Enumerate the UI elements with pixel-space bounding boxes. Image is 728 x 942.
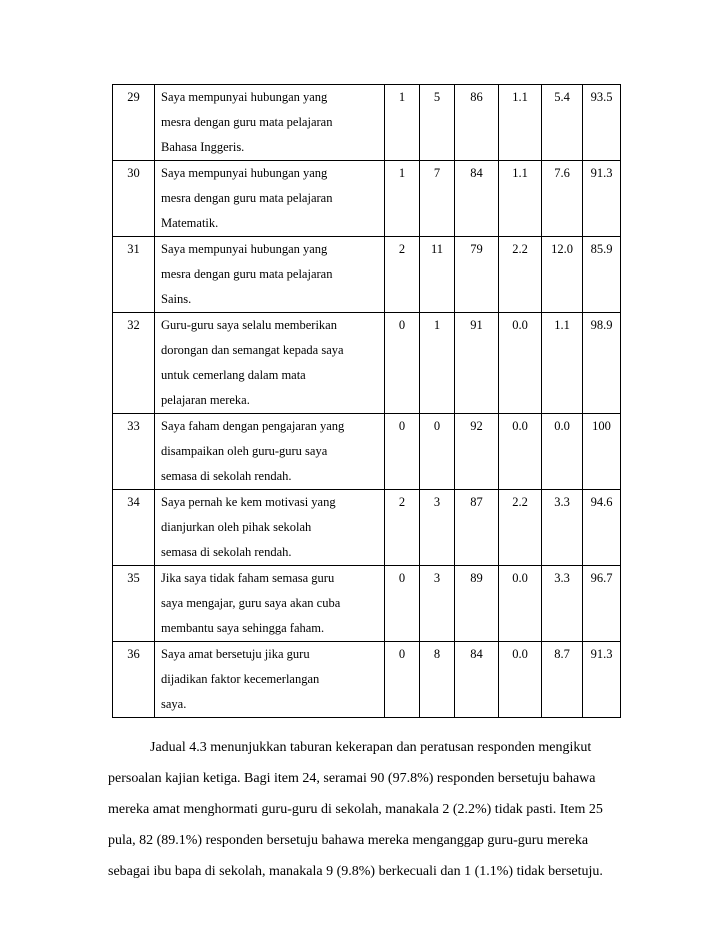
count-neutral: 5 xyxy=(420,85,455,161)
table-row xyxy=(113,566,621,642)
item-statement xyxy=(155,85,385,161)
statement-line: Sains. xyxy=(161,292,192,306)
count-disagree: 0 xyxy=(385,313,420,414)
statement-line: mesra dengan guru mata pelajaran xyxy=(161,267,333,281)
item-statement xyxy=(155,313,385,414)
table-row xyxy=(113,161,621,237)
item-number: 36 xyxy=(113,642,155,718)
statement-line: mesra dengan guru mata pelajaran xyxy=(161,191,333,205)
statement-line: membantu saya sehingga faham. xyxy=(161,621,325,635)
percent-disagree: 0.0 xyxy=(499,566,542,642)
percent-disagree: 2.2 xyxy=(499,237,542,313)
item-statement xyxy=(155,237,385,313)
count-neutral: 1 xyxy=(420,313,455,414)
count-agree: 92 xyxy=(455,414,499,490)
statement-line: Saya amat bersetuju jika guru xyxy=(161,647,310,661)
count-agree: 87 xyxy=(455,490,499,566)
percent-agree: 93.5 xyxy=(583,85,621,161)
percent-disagree: 1.1 xyxy=(499,85,542,161)
statement-line: dijadikan faktor kecemerlangan xyxy=(161,672,320,686)
survey-table xyxy=(112,84,621,718)
percent-neutral: 1.1 xyxy=(542,313,583,414)
percent-agree: 91.3 xyxy=(583,161,621,237)
count-disagree: 2 xyxy=(385,490,420,566)
statement-line: dianjurkan oleh pihak sekolah xyxy=(161,520,312,534)
statement-line: dorongan dan semangat kepada saya xyxy=(161,343,344,357)
item-statement xyxy=(155,414,385,490)
item-number: 32 xyxy=(113,313,155,414)
table-row xyxy=(113,414,621,490)
count-disagree: 0 xyxy=(385,414,420,490)
count-agree: 89 xyxy=(455,566,499,642)
count-neutral: 3 xyxy=(420,490,455,566)
item-number: 34 xyxy=(113,490,155,566)
count-disagree: 1 xyxy=(385,161,420,237)
percent-neutral: 12.0 xyxy=(542,237,583,313)
percent-neutral: 7.6 xyxy=(542,161,583,237)
count-neutral: 3 xyxy=(420,566,455,642)
item-statement xyxy=(155,161,385,237)
paragraph-line: pula, 82 (89.1%) responden bersetuju bahawa mereka menganggap guru-guru mereka xyxy=(108,833,589,848)
percent-disagree: 2.2 xyxy=(499,490,542,566)
item-statement xyxy=(155,490,385,566)
statement-line: mesra dengan guru mata pelajaran xyxy=(161,115,333,129)
paragraph-line: Jadual 4.3 menunjukkan taburan kekerapan dan peratusan responden mengikut xyxy=(150,740,592,755)
statement-line: Saya mempunyai hubungan yang xyxy=(161,242,328,256)
item-number: 31 xyxy=(113,237,155,313)
survey-table-body xyxy=(113,85,621,718)
count-agree: 86 xyxy=(455,85,499,161)
paragraph-line: persoalan kajian ketiga. Bagi item 24, seramai 90 (97.8%) responden bersetuju bahawa xyxy=(108,771,596,786)
item-number: 33 xyxy=(113,414,155,490)
statement-line: Saya pernah ke kem motivasi yang xyxy=(161,495,336,509)
percent-agree: 91.3 xyxy=(583,642,621,718)
statement-line: Saya faham dengan pengajaran yang xyxy=(161,419,345,433)
statement-line: saya mengajar, guru saya akan cuba xyxy=(161,596,341,610)
count-neutral: 11 xyxy=(420,237,455,313)
count-disagree: 2 xyxy=(385,237,420,313)
count-disagree: 0 xyxy=(385,642,420,718)
count-agree: 84 xyxy=(455,642,499,718)
count-disagree: 0 xyxy=(385,566,420,642)
item-number: 30 xyxy=(113,161,155,237)
table-row xyxy=(113,85,621,161)
statement-line: pelajaran mereka. xyxy=(161,393,250,407)
body-paragraph xyxy=(108,732,628,887)
percent-agree: 94.6 xyxy=(583,490,621,566)
statement-line: disampaikan oleh guru-guru saya xyxy=(161,444,328,458)
statement-line: Saya mempunyai hubungan yang xyxy=(161,166,328,180)
statement-line: Saya mempunyai hubungan yang xyxy=(161,90,328,104)
count-neutral: 8 xyxy=(420,642,455,718)
statement-line: Guru-guru saya selalu memberikan xyxy=(161,318,337,332)
item-statement xyxy=(155,642,385,718)
statement-line: saya. xyxy=(161,697,187,711)
statement-line: semasa di sekolah rendah. xyxy=(161,545,292,559)
item-number: 35 xyxy=(113,566,155,642)
count-neutral: 7 xyxy=(420,161,455,237)
count-disagree: 1 xyxy=(385,85,420,161)
paragraph-line: sebagai ibu bapa di sekolah, manakala 9 (9.8%) berkecuali dan 1 (1.1%) tidak bersetuju. xyxy=(108,864,603,879)
count-agree: 84 xyxy=(455,161,499,237)
percent-neutral: 3.3 xyxy=(542,490,583,566)
percent-neutral: 8.7 xyxy=(542,642,583,718)
percent-agree: 96.7 xyxy=(583,566,621,642)
table-row xyxy=(113,313,621,414)
percent-agree: 100 xyxy=(583,414,621,490)
paragraph-line: mereka amat menghormati guru-guru di sekolah, manakala 2 (2.2%) tidak pasti. Item 25 xyxy=(108,802,603,817)
count-agree: 79 xyxy=(455,237,499,313)
percent-disagree: 0.0 xyxy=(499,313,542,414)
percent-disagree: 0.0 xyxy=(499,414,542,490)
percent-disagree: 1.1 xyxy=(499,161,542,237)
statement-line: untuk cemerlang dalam mata xyxy=(161,368,306,382)
percent-neutral: 0.0 xyxy=(542,414,583,490)
statement-line: Matematik. xyxy=(161,216,219,230)
percent-disagree: 0.0 xyxy=(499,642,542,718)
table-row xyxy=(113,642,621,718)
statement-line: semasa di sekolah rendah. xyxy=(161,469,292,483)
item-number: 29 xyxy=(113,85,155,161)
statement-line: Bahasa Inggeris. xyxy=(161,140,245,154)
table-row xyxy=(113,490,621,566)
count-neutral: 0 xyxy=(420,414,455,490)
count-agree: 91 xyxy=(455,313,499,414)
statement-line: Jika saya tidak faham semasa guru xyxy=(161,571,335,585)
percent-neutral: 3.3 xyxy=(542,566,583,642)
table-row xyxy=(113,237,621,313)
item-statement xyxy=(155,566,385,642)
percent-agree: 85.9 xyxy=(583,237,621,313)
percent-neutral: 5.4 xyxy=(542,85,583,161)
percent-agree: 98.9 xyxy=(583,313,621,414)
